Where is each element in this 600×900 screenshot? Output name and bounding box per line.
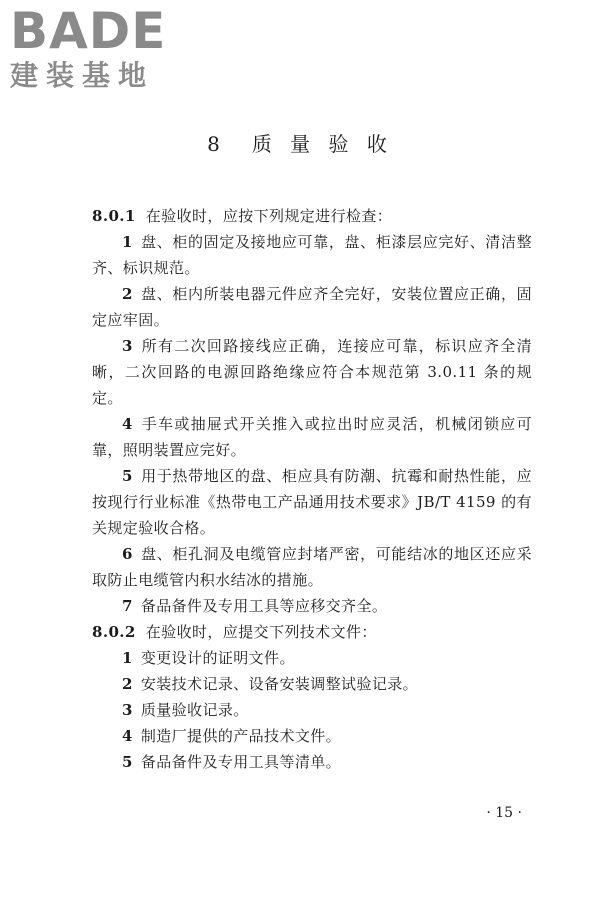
- clause-text: 在验收时，应按下列规定进行检查：: [145, 207, 393, 225]
- item-text: 质量验收记录。: [140, 701, 249, 719]
- item-text: 盘、柜内所装电器元件应齐全完好，安装位置应正确，固定应牢固。: [92, 285, 532, 329]
- item-number: 5: [122, 467, 133, 485]
- clause-number: 8.0.2: [92, 623, 136, 641]
- clause-item: [92, 645, 532, 671]
- clause-number: 8.0.1: [92, 207, 136, 225]
- item-text: 安装技术记录、设备安装调整试验记录。: [140, 675, 419, 693]
- item-number: 2: [122, 285, 133, 303]
- item-number: 1: [122, 233, 133, 251]
- item-text: 备品备件及专用工具等应移交齐全。: [140, 597, 388, 615]
- page-number: · 15 ·: [486, 805, 522, 821]
- item-text: 所有二次回路接线应正确，连接应可靠，标识应齐全清晰，二次回路的电源回路绝缘应符合本规范第 3.0.11 条的规定。: [92, 337, 532, 407]
- item-text: 用于热带地区的盘、柜应具有防潮、抗霉和耐热性能，应按现行行业标准《热带电工产品通用技术要求》JB/T 4159 的有关规定验收合格。: [92, 467, 532, 537]
- clause-item: [92, 593, 532, 619]
- item-number: 3: [122, 337, 133, 355]
- logo-wordmark: BADE: [10, 2, 167, 60]
- clause-item: [92, 281, 532, 333]
- clause-item: [92, 697, 532, 723]
- clause-item: [92, 723, 532, 749]
- item-text: 变更设计的证明文件。: [140, 649, 295, 667]
- item-number: 1: [122, 649, 133, 667]
- clause-item: [92, 333, 532, 411]
- clause-8-0-1: [92, 203, 532, 229]
- item-number: 4: [122, 727, 133, 745]
- item-number: 4: [122, 415, 133, 433]
- clause-item: [92, 749, 532, 775]
- item-text: 盘、柜的固定及接地应可靠，盘、柜漆层应完好、清洁整齐、标识规范。: [92, 233, 532, 277]
- logo: [8, 2, 178, 94]
- item-text: 备品备件及专用工具等清单。: [140, 753, 342, 771]
- item-text: 手车或抽屉式开关推入或拉出时应灵活，机械闭锁应可靠，照明装置应完好。: [92, 415, 532, 459]
- clause-8-0-2: [92, 619, 532, 645]
- item-number: 5: [122, 753, 133, 771]
- item-number: 2: [122, 675, 133, 693]
- clause-item: [92, 671, 532, 697]
- clause-item: [92, 411, 532, 463]
- clause-item: [92, 541, 532, 593]
- item-number: 6: [122, 545, 133, 563]
- document-body: [92, 203, 532, 775]
- item-text: 制造厂提供的产品技术文件。: [140, 727, 342, 745]
- item-text: 盘、柜孔洞及电缆管应封堵严密，可能结冰的地区还应采取防止电缆管内积水结冰的措施。: [92, 545, 532, 589]
- clause-text: 在验收时，应提交下列技术文件：: [145, 623, 377, 641]
- clause-item: [92, 229, 532, 281]
- chapter-title: 8 质 量 验 收: [207, 132, 393, 156]
- item-number: 3: [122, 701, 133, 719]
- item-number: 7: [122, 597, 133, 615]
- clause-item: [92, 463, 532, 541]
- logo-subtitle: 建装基地: [10, 59, 155, 92]
